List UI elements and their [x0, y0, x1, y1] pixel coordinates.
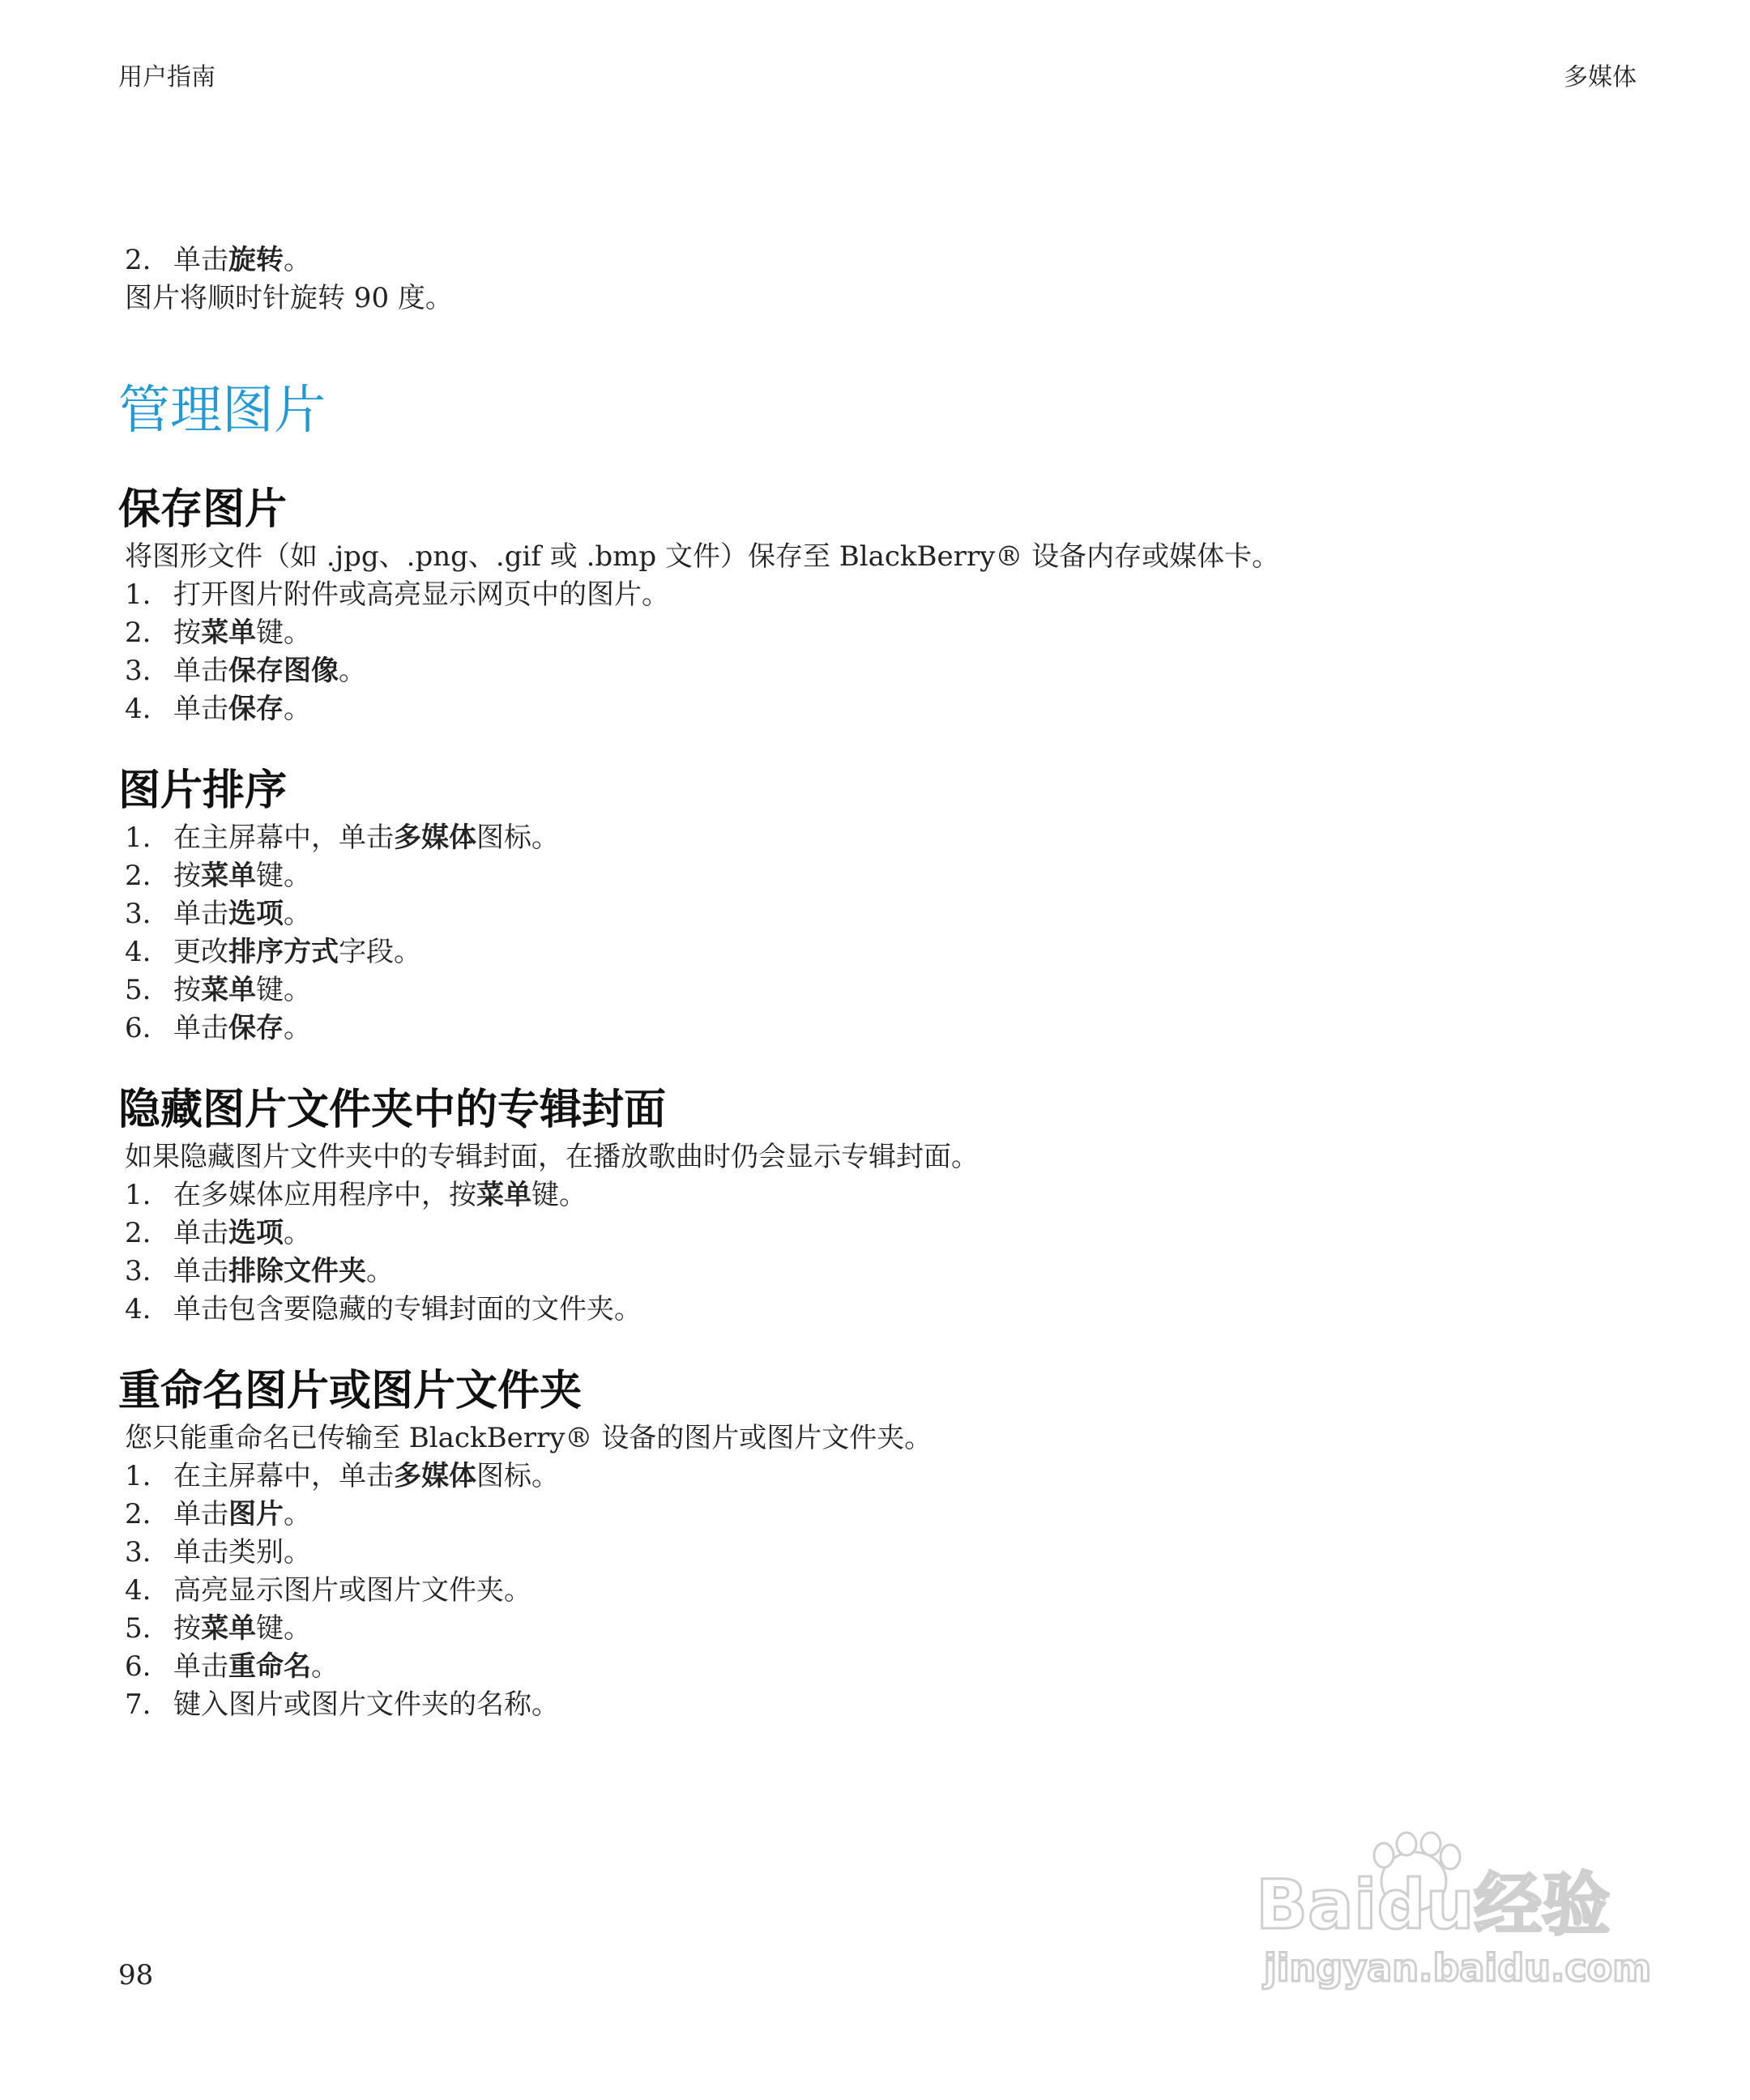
hide-description: 如果隐藏图片文件夹中的专辑封面，在播放歌曲时仍会显示专辑封面。 — [125, 1141, 979, 1173]
step-text: 按 — [173, 617, 201, 649]
step-number: 1. — [125, 578, 152, 611]
step-text: 单击 — [173, 1217, 228, 1249]
step-number: 4. — [125, 1574, 152, 1607]
step-number: 1. — [125, 822, 152, 854]
list-item — [118, 1009, 1641, 1048]
save-steps — [118, 576, 1641, 728]
step-number: 6. — [125, 1650, 152, 1683]
list-item — [118, 895, 1641, 933]
step-text-end: 。 — [284, 1012, 311, 1044]
section-title: 管理图片 — [118, 381, 326, 441]
step-ui-term: 图片 — [228, 1498, 284, 1530]
step-text: 更改 — [173, 936, 228, 968]
step-text: 单击类别。 — [173, 1536, 311, 1569]
step-text: 单击 — [173, 898, 228, 930]
page-number: 98 — [118, 1959, 154, 1991]
step-ui-term: 多媒体 — [394, 1460, 476, 1492]
list-item — [118, 1496, 1641, 1534]
step-text-end: 。 — [366, 1255, 394, 1287]
step-number: 2. — [125, 860, 152, 892]
list-item — [118, 971, 1641, 1009]
step-text-end: 。 — [284, 1498, 311, 1530]
step-text: 单击 — [173, 693, 228, 725]
step-text-end: 。 — [284, 693, 311, 725]
watermark-logo-text: Baidu经验 — [1256, 1865, 1611, 1944]
step-number: 4. — [125, 936, 152, 968]
step-text-end: 。 — [311, 1650, 339, 1683]
step-text-end: 。 — [284, 1217, 311, 1249]
list-item — [118, 1648, 1641, 1686]
step-text: 在多媒体应用程序中，按 — [173, 1179, 476, 1211]
step-ui-term: 保存 — [228, 1012, 284, 1044]
step-ui-term: 菜单 — [201, 860, 256, 892]
step-number: 2. — [125, 244, 152, 276]
step-number: 1. — [125, 1460, 152, 1492]
list-item — [118, 819, 1641, 857]
step-ui-term: 排除文件夹 — [228, 1255, 366, 1287]
save-heading: 保存图片 — [118, 485, 288, 534]
step-text-end: 键。 — [256, 974, 311, 1006]
step-number: 3. — [125, 1255, 152, 1287]
step-number: 2. — [125, 1498, 152, 1530]
step-number: 3. — [125, 898, 152, 930]
step-text: 单击 — [173, 1255, 228, 1287]
step-number: 6. — [125, 1012, 152, 1044]
list-item — [118, 1610, 1641, 1648]
list-item — [118, 1176, 1641, 1214]
intro-step — [118, 241, 1641, 280]
rename-description: 您只能重命名已传输至 BlackBerry® 设备的图片或图片文件夹。 — [125, 1422, 933, 1454]
step-number: 3. — [125, 1536, 152, 1569]
step-number: 4. — [125, 1293, 152, 1325]
step-number: 5. — [125, 974, 152, 1006]
step-number: 7. — [125, 1688, 152, 1721]
step-number: 2. — [125, 617, 152, 649]
list-item — [118, 614, 1641, 652]
step-text-end: 键。 — [256, 1612, 311, 1645]
hide-heading: 隐藏图片文件夹中的专辑封面 — [118, 1086, 667, 1134]
list-item — [118, 857, 1641, 895]
step-text-end: 键。 — [256, 860, 311, 892]
baidu-jingyan-watermark — [1248, 1831, 1669, 1993]
step-ui-term: 选项 — [228, 898, 284, 930]
step-text: 按 — [173, 860, 201, 892]
step-text: 按 — [173, 974, 201, 1006]
step-ui-term: 菜单 — [201, 974, 256, 1006]
list-item — [118, 576, 1641, 614]
step-text: 键入图片或图片文件夹的名称。 — [173, 1688, 559, 1721]
list-item — [118, 652, 1641, 690]
save-description: 将图形文件（如 .jpg、.png、.gif 或 .bmp 文件）保存至 BlackBerry® 设备内存或媒体卡。 — [125, 540, 1280, 573]
step-text: 单击 — [173, 244, 228, 276]
hide-steps — [118, 1176, 1641, 1329]
step-ui-term: 多媒体 — [394, 822, 476, 854]
step-text-end: 。 — [339, 655, 366, 687]
step-text: 在主屏幕中，单击 — [173, 1460, 394, 1492]
list-item — [118, 1686, 1641, 1724]
step-text-end: 图标。 — [476, 1460, 559, 1492]
page-content — [118, 241, 1641, 1724]
step-ui-term: 菜单 — [201, 1612, 256, 1645]
rename-heading: 重命名图片或图片文件夹 — [118, 1367, 583, 1415]
list-item — [118, 933, 1641, 971]
list-item — [118, 1458, 1641, 1496]
step-ui-term: 排序方式 — [228, 936, 339, 968]
step-text-end: 键。 — [531, 1179, 587, 1211]
step-text: 单击 — [173, 1498, 228, 1530]
step-number: 2. — [125, 1217, 152, 1249]
step-number: 3. — [125, 655, 152, 687]
step-text-end: 字段。 — [339, 936, 421, 968]
step-ui-term: 保存 — [228, 693, 284, 725]
list-item — [118, 690, 1641, 728]
sort-steps — [118, 819, 1641, 1048]
list-item — [118, 1291, 1641, 1329]
step-ui-term: 选项 — [228, 1217, 284, 1249]
step-text-end: 图标。 — [476, 822, 559, 854]
step-text-end: 键。 — [256, 617, 311, 649]
running-header-left: 用户指南 — [118, 63, 216, 92]
watermark-url: jingyan.baidu.com — [1264, 1946, 1652, 1990]
step-text: 单击 — [173, 1650, 228, 1683]
step-ui-term: 菜单 — [201, 617, 256, 649]
sort-heading: 图片排序 — [118, 766, 288, 815]
step-number: 5. — [125, 1612, 152, 1645]
step-ui-term: 菜单 — [476, 1179, 531, 1211]
list-item — [118, 1214, 1641, 1253]
intro-note: 图片将顺时针旋转 90 度。 — [125, 282, 453, 314]
rename-steps — [118, 1458, 1641, 1724]
list-item — [118, 1253, 1641, 1291]
running-header-right: 多媒体 — [1564, 63, 1637, 92]
step-text: 在主屏幕中，单击 — [173, 822, 394, 854]
step-ui-term: 保存图像 — [228, 655, 339, 687]
step-text: 单击 — [173, 655, 228, 687]
step-text-end: 。 — [284, 898, 311, 930]
step-text: 单击 — [173, 1012, 228, 1044]
step-ui-term: 重命名 — [228, 1650, 311, 1683]
step-text: 单击包含要隐藏的专辑封面的文件夹。 — [173, 1293, 642, 1325]
step-text-end: 。 — [284, 244, 311, 276]
step-text: 高亮显示图片或图片文件夹。 — [173, 1574, 531, 1607]
step-number: 1. — [125, 1179, 152, 1211]
step-text: 按 — [173, 1612, 201, 1645]
step-ui-term: 旋转 — [228, 244, 284, 276]
step-text: 打开图片附件或高亮显示网页中的图片。 — [173, 578, 669, 611]
list-item — [118, 1572, 1641, 1610]
list-item — [118, 1534, 1641, 1572]
step-number: 4. — [125, 693, 152, 725]
